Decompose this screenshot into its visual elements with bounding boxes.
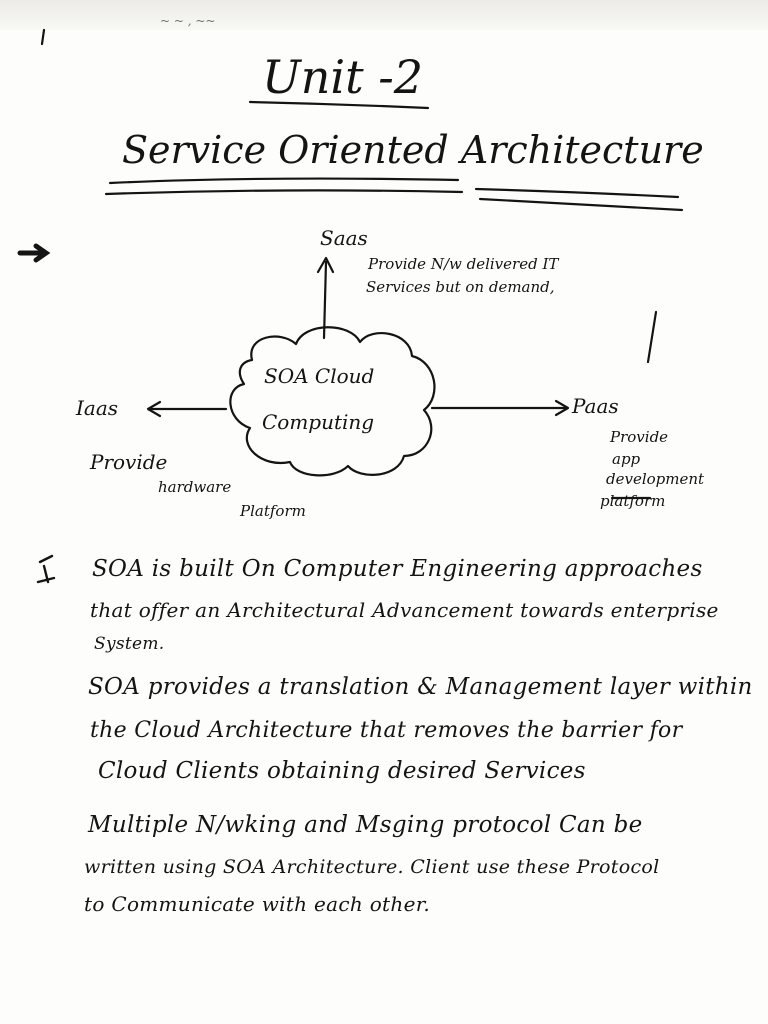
unit-title: Unit -2	[262, 50, 424, 104]
note-line-9: to Communicate with each other.	[84, 892, 431, 916]
stray-mark	[648, 312, 656, 362]
cloud-label-line2: Computing	[262, 410, 375, 434]
paas-desc-line1: Provide	[610, 428, 669, 446]
paas-label: Paas	[572, 394, 619, 418]
paas-desc-line4: platform	[600, 492, 666, 510]
heading-underline-1	[110, 179, 458, 183]
iaas-desc-line3: Platform	[240, 502, 306, 520]
heading-underline-3	[476, 189, 678, 197]
cloud-label-line1: SOA Cloud	[264, 364, 375, 388]
note-line-5: the Cloud Architecture that removes the barrier for	[90, 718, 683, 743]
heading-underline-4	[480, 199, 682, 210]
margin-tick	[42, 30, 44, 44]
note-line-8: written using SOA Architecture. Client use these Protocol	[84, 856, 660, 878]
saas-label: Saas	[320, 226, 368, 250]
saas-desc-line1: Provide N/w delivered IT	[368, 255, 559, 273]
iaas-label: Iaas	[76, 396, 119, 420]
margin-arrow-icon	[20, 246, 46, 260]
note-line-3: System.	[94, 634, 165, 654]
bullet-mark-icon	[38, 556, 54, 582]
page-heading: Service Oriented Architecture	[122, 128, 704, 172]
note-line-6: Cloud Clients obtaining desired Services	[98, 758, 586, 784]
note-line-1: SOA is built On Computer Engineering approaches	[92, 556, 703, 582]
paas-desc-line3: development	[606, 470, 705, 488]
note-line-2: that offer an Architectural Advancement towards enterprise	[90, 598, 719, 622]
note-line-7: Multiple N/wking and Msging protocol Can be	[88, 812, 643, 838]
note-line-4: SOA provides a translation & Management layer within	[88, 674, 753, 700]
saas-desc-line2: Services but on demand,	[366, 278, 555, 296]
iaas-desc-line2: hardware	[158, 478, 232, 496]
cloud-shape	[230, 327, 434, 475]
paas-desc-line2: app	[612, 450, 641, 468]
heading-underline-2	[106, 190, 462, 194]
top-margin-note: ~ ~ , ~~	[160, 14, 216, 28]
iaas-desc-line1: Provide	[90, 450, 168, 474]
